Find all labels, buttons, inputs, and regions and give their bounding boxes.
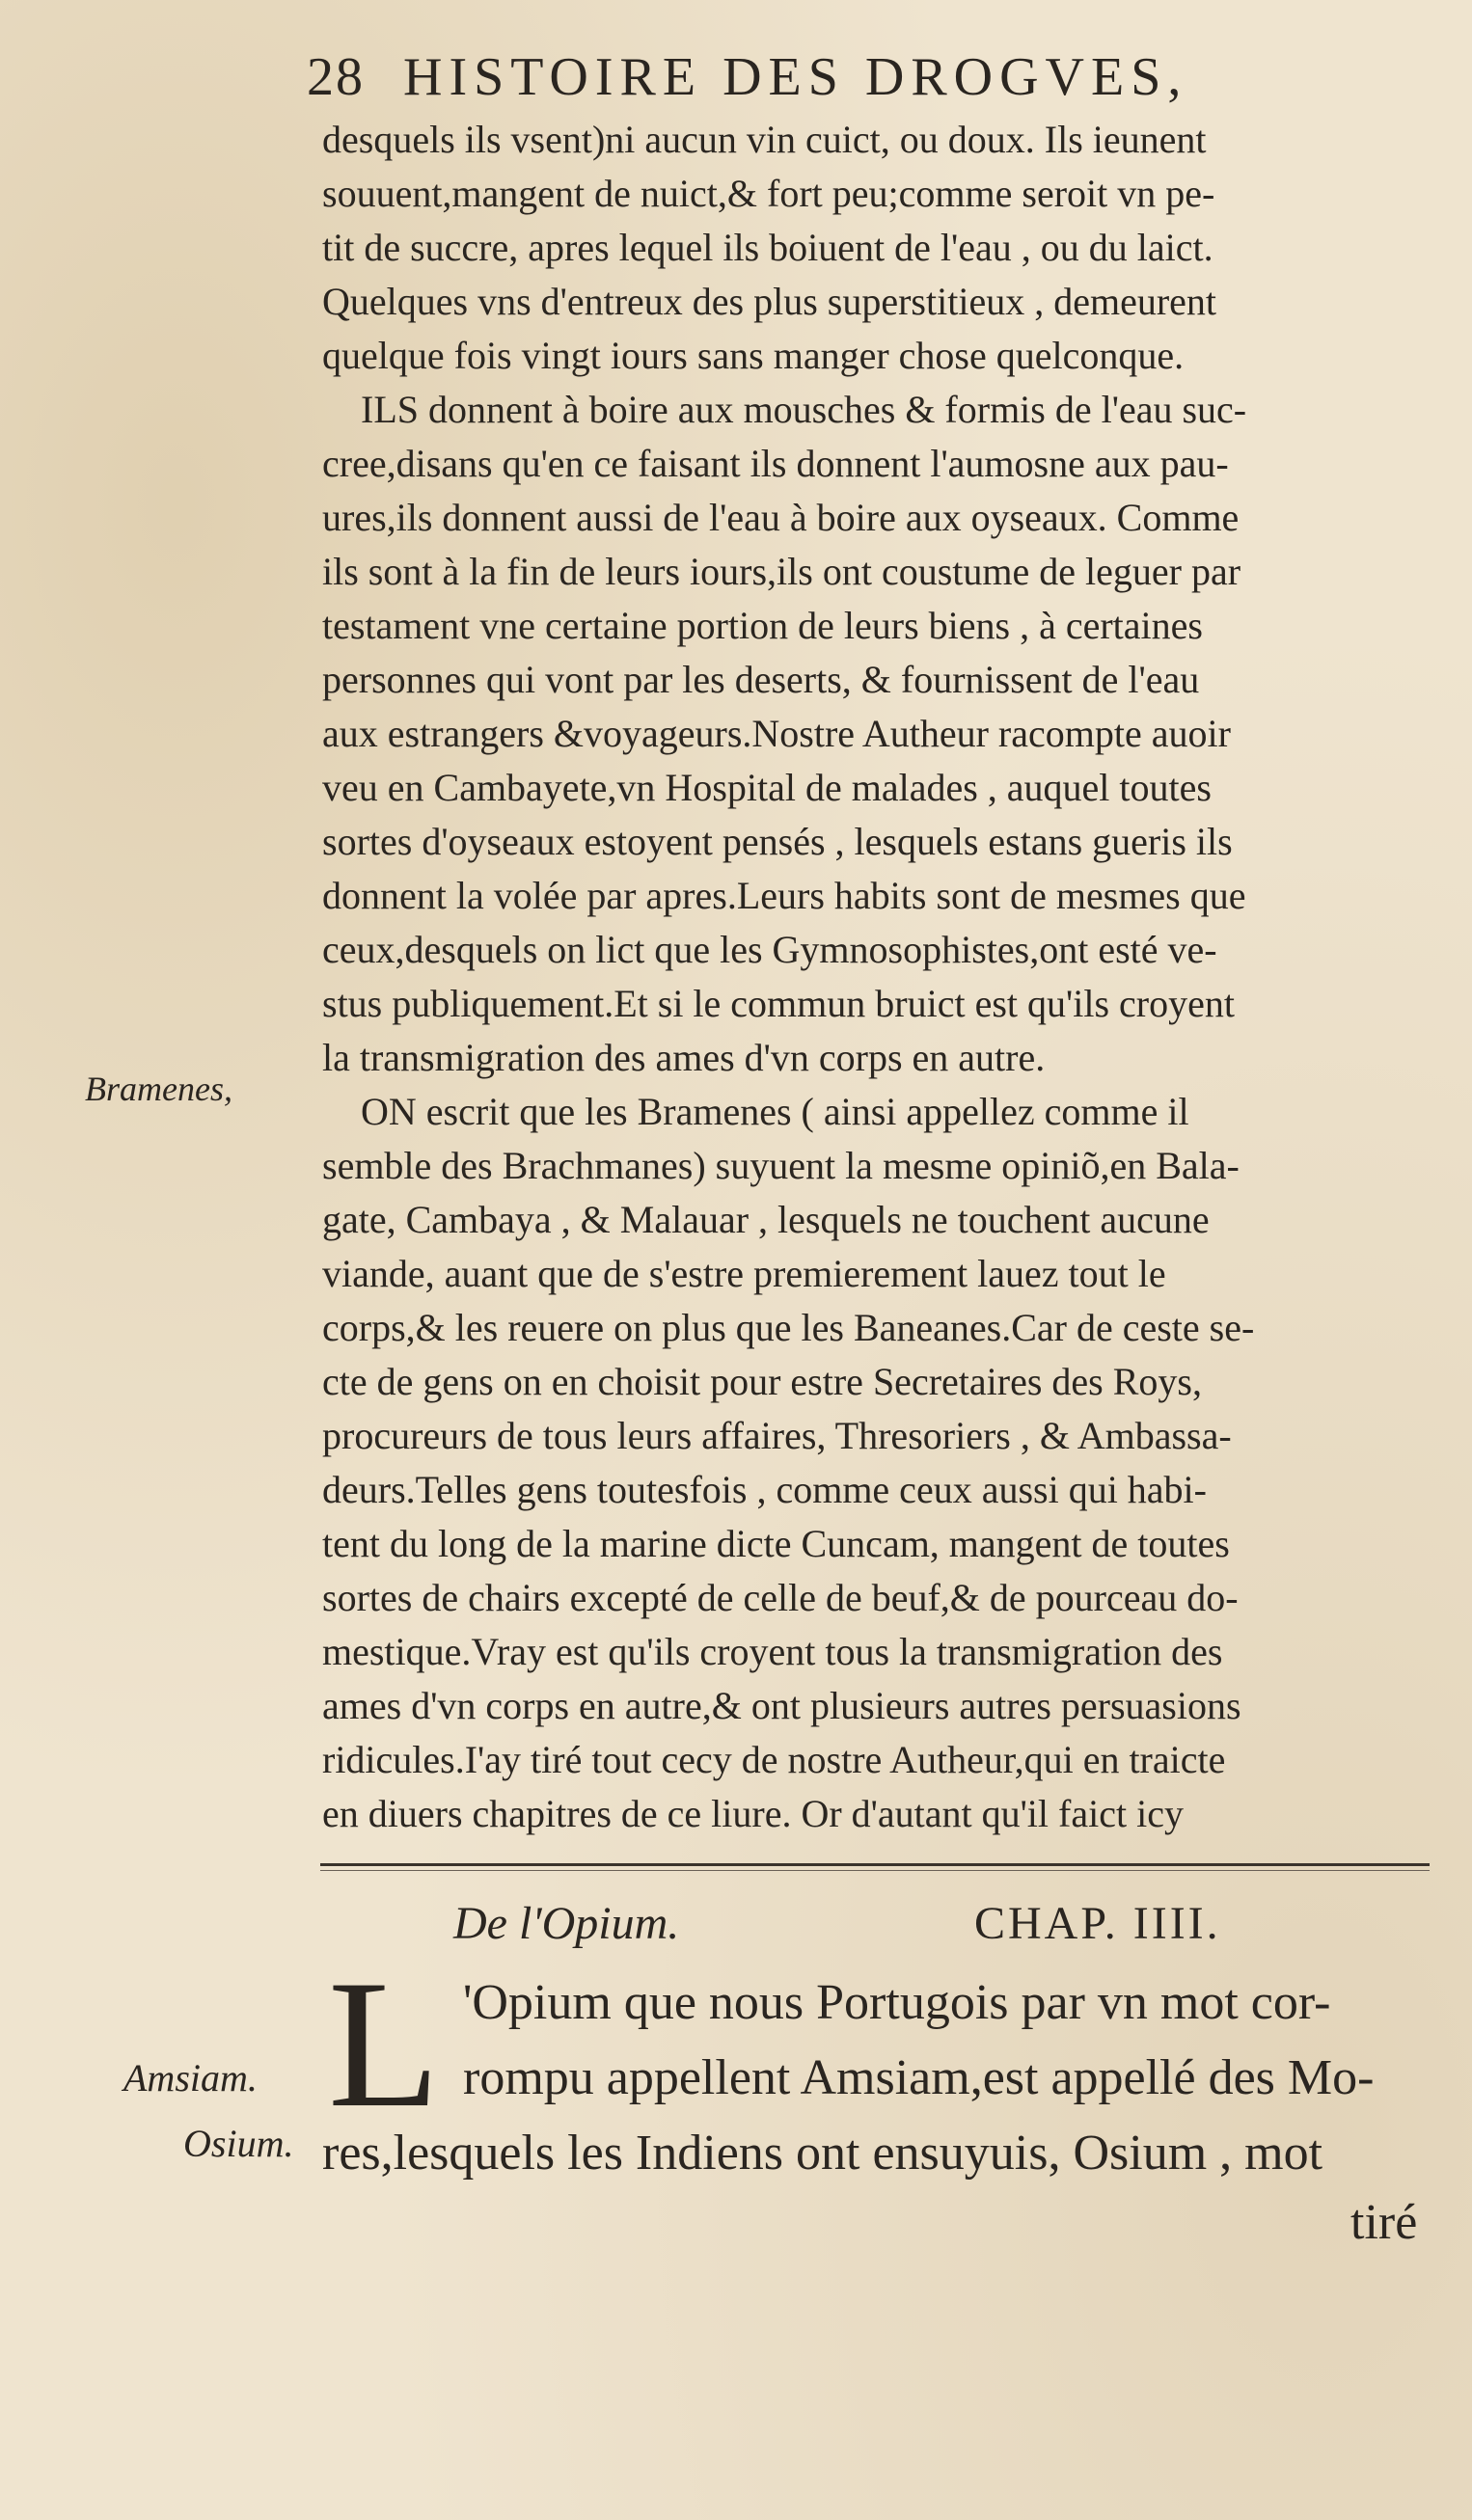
text-line: tit de succre, apres lequel ils boiuent de l'eau , ou du laict.: [322, 226, 1213, 269]
margin-note-bramenes: Bramenes,: [85, 1070, 232, 1108]
text-line: donnent la volée par apres.Leurs habits sont de mesmes que: [322, 874, 1246, 917]
text-line: ures,ils donnent aussi de l'eau à boire aux oyseaux. Comme: [322, 496, 1240, 539]
text-line: en diuers chapitres de ce liure. Or d'autant qu'il faict icy: [322, 1792, 1184, 1835]
text-line: personnes qui vont par les deserts, & fournissent de l'eau: [322, 658, 1200, 701]
text-line: ceux,desquels on lict que les Gymnosophistes,ont esté ve-: [322, 928, 1217, 971]
text-line: tent du long de la marine dicte Cuncam, mangent de toutes: [322, 1522, 1230, 1565]
text-line: 'Opium que nous Portugois par vn mot cor-: [463, 1975, 1331, 2030]
margin-note-ofium: Osium.: [183, 2122, 294, 2165]
text-line: mestique.Vray est qu'ils croyent tous la transmigration des: [322, 1630, 1223, 1673]
text-line: veu en Cambayete,vn Hospital de malades , auquel toutes: [322, 766, 1212, 809]
text-line: gate, Cambaya , & Malauar , lesquels ne touchent aucune: [322, 1198, 1210, 1241]
text-line: procureurs de tous leurs affaires, Thresoriers , & Ambassa-: [322, 1414, 1232, 1457]
text-line: rompu appellent Amsiam,est appellé des Mo-: [463, 2050, 1375, 2105]
text-line: cte de gens on en choisit pour estre Secretaires des Roys,: [322, 1360, 1202, 1403]
text-line: deurs.Telles gens toutesfois , comme ceux aussi qui habi-: [322, 1468, 1207, 1511]
text-line: ON escrit que les Bramenes ( ainsi appellez comme il: [361, 1090, 1189, 1133]
text-line: quelque fois vingt iours sans manger chose quelconque.: [322, 334, 1185, 377]
chapter-rule: [320, 1863, 1430, 1866]
running-header: [307, 39, 1445, 116]
text-line: Quelques vns d'entreux des plus superstitieux , demeurent: [322, 280, 1217, 323]
text-line: souuent,mangent de nuict,& fort peu;comme seroit vn pe-: [322, 172, 1215, 215]
text-line: la transmigration des ames d'vn corps en autre.: [322, 1036, 1046, 1079]
catchword: tiré: [1350, 2195, 1418, 2250]
text-line: ils sont à la fin de leurs iours,ils ont coustume de leguer par: [322, 550, 1241, 593]
text-line: stus publiquement.Et si le commun bruict est qu'ils croyent: [322, 982, 1235, 1025]
text-line: ILS donnent à boire aux mousches & formis de l'eau suc-: [361, 388, 1247, 431]
drop-capital: L: [328, 1943, 441, 2146]
text-line: testament vne certaine portion de leurs biens , à certaines: [322, 604, 1203, 647]
text-line: cree,disans qu'en ce faisant ils donnent l'aumosne aux pau-: [322, 442, 1229, 485]
text-line: desquels ils vsent)ni aucun vin cuict, ou doux. Ils ieunent: [322, 118, 1207, 161]
chapter-title: De l'Opium.: [453, 1898, 680, 1949]
chapter-number: CHAP. IIII.: [974, 1898, 1221, 1949]
margin-note-amfiam: Amsiam.: [123, 2056, 258, 2100]
text-line: sortes d'oyseaux estoyent pensés , lesquels estans gueris ils: [322, 820, 1233, 863]
text-line: semble des Brachmanes) suyuent la mesme opiniõ,en Bala-: [322, 1144, 1240, 1187]
text-line: viande, auant que de s'estre premierement lauez tout le: [322, 1252, 1166, 1295]
text-line: corps,& les reuere on plus que les Baneanes.Car de ceste se-: [322, 1306, 1255, 1349]
text-line: aux estrangers &voyageurs.Nostre Autheur racompte auoir: [322, 712, 1231, 755]
text-line: res,lesquels les Indiens ont ensuyuis, Osium , mot: [322, 2126, 1323, 2181]
chapter-rule-thin: [320, 1870, 1430, 1871]
text-line: sortes de chairs excepté de celle de beuf,& de pourceau do-: [322, 1576, 1239, 1619]
text-line: ames d'vn corps en autre,& ont plusieurs autres persuasions: [322, 1684, 1241, 1727]
text-line: ridicules.I'ay tiré tout cecy de nostre Autheur,qui en traicte: [322, 1738, 1226, 1781]
running-title: HISTOIRE DES DROGVES,: [403, 47, 1188, 107]
page-number: 28: [307, 47, 365, 107]
